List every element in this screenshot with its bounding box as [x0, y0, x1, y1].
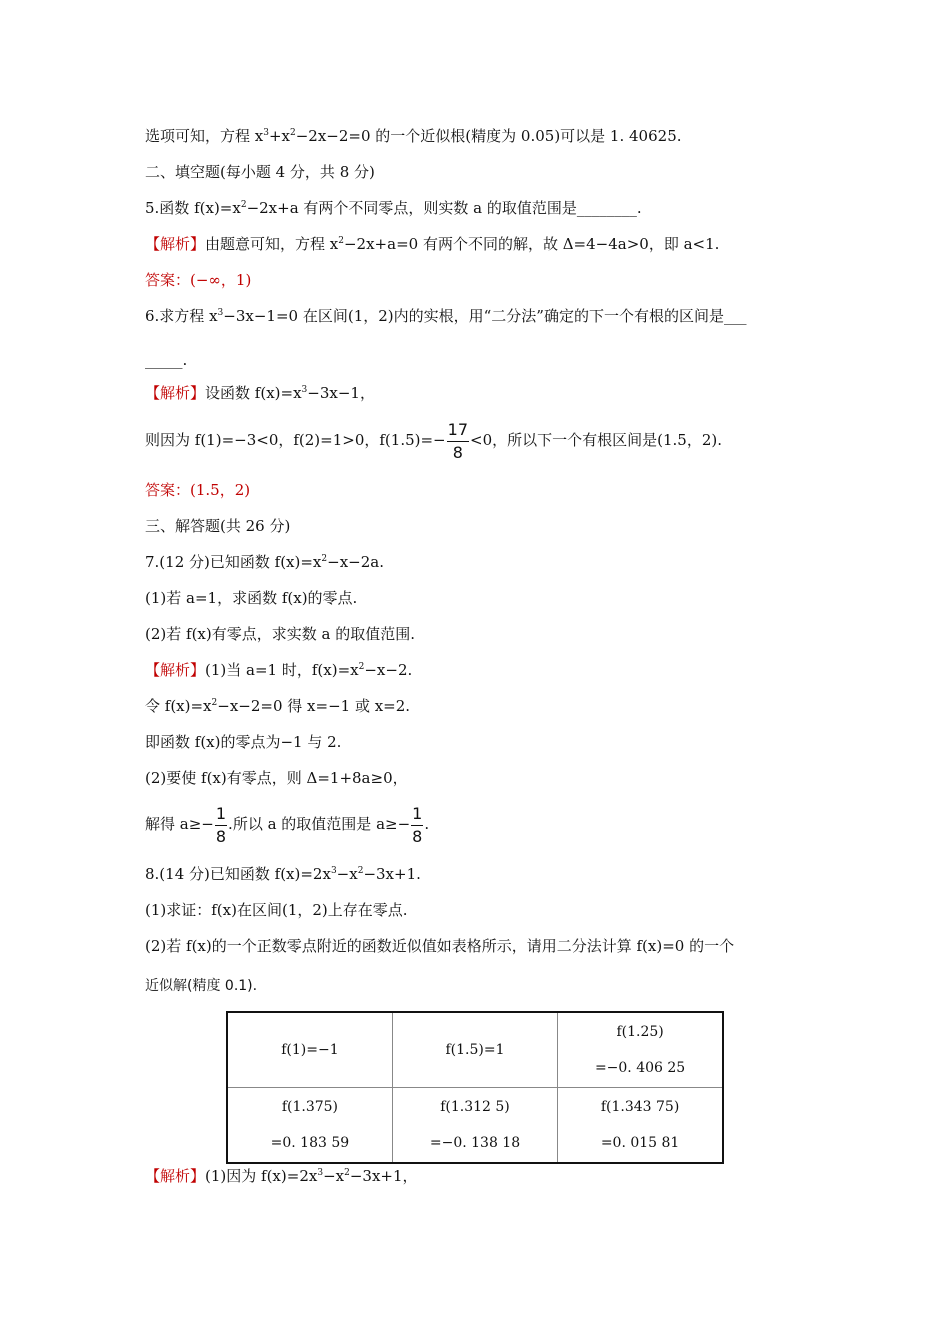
question-8-part-1: (1)求证：f(x)在区间(1，2)上存在零点. [145, 901, 408, 919]
table-cell: f(1.25) =−0. 406 25 [558, 1012, 723, 1088]
function-values-table [226, 1011, 724, 1164]
question-8-part-2-cont: 近似解(精度 0.1). [145, 978, 258, 994]
fraction-1-8: $\frac{1}{8}$ [412, 803, 423, 846]
question-7-solution-line-5: 解得 a≥− $\frac{1}{8}$ .所以 a 的取值范围是 a≥− $\frac{1}{8}$ . [145, 803, 430, 846]
solution-tag: 【解析】 [145, 384, 206, 402]
question-8-part-2: (2)若 f(x)的一个正数零点附近的函数近似值如表格所示，请用二分法计算 f(x)=0 的一个 [145, 937, 735, 955]
question-7-solution-line-4: (2)要使 f(x)有零点，则 Δ=1+8a≥0， [145, 769, 408, 787]
fraction-17-8: $\frac{17}{8}$ [447, 419, 468, 462]
solution-tag: 【解析】 [145, 235, 206, 253]
section-heading-solve: 三、解答题(共 26 分) [145, 517, 291, 535]
table-cell: f(1.375) =0. 183 59 [227, 1088, 392, 1164]
question-7-part-2: (2)若 f(x)有零点，求实数 a 的取值范围. [145, 625, 415, 643]
question-6-solution: 【解析】设函数 $f(x)=x^3-3x-1$， [145, 384, 375, 402]
question-7-solution-line-2: 令 $f(x)=x^2-x-2=0$ 得 x=−1 或 x=2. [145, 697, 411, 715]
question-5-solution: 【解析】由题意可知，方程 $x^2-2x+a=0$ 有两个不同的解，故 Δ=4−4a>0，即 a<1. [145, 235, 720, 253]
question-5-answer: 答案：(−∞，1) [145, 271, 252, 289]
question-7-solution-line-3: 即函数 f(x)的零点为−1 与 2. [145, 733, 342, 751]
section-heading-fill-in: 二、填空题(每小题 4 分，共 8 分) [145, 163, 375, 181]
question-7: 7.(12 分)已知函数 $f(x)=x^2-x-2a$. [145, 553, 384, 571]
table-cell: f(1.312 5) =−0. 138 18 [392, 1088, 557, 1164]
text-line-1: 选项可知，方程 $x^3+x^2-2x-2=0$ 的一个近似根(精度为 0.05)可以是 1. 40625. [145, 127, 682, 145]
table-cell: f(1.343 75) =0. 015 81 [558, 1088, 723, 1164]
question-6-solution-line-2: 则因为 f(1)=−3<0，f(2)=1>0，f(1.5)=− $\frac{17}{8}$ <0，所以下一个有根区间是(1.5，2). [145, 419, 722, 462]
table-row [227, 1088, 723, 1164]
fraction-1-8: $\frac{1}{8}$ [215, 803, 227, 846]
question-7-solution: 【解析】(1)当 a=1 时，$f(x)=x^2-x-2$. [145, 661, 413, 679]
solution-tag: 【解析】 [145, 661, 206, 679]
question-8-solution: 【解析】(1)因为 $f(x)=2x^3-x^2-3x+1$， [145, 1167, 418, 1185]
question-6-answer: 答案：(1.5，2) [145, 481, 251, 499]
table-cell: f(1.5)=1 [392, 1012, 557, 1088]
question-5: 5.函数 $f(x)=x^2-2x+a$ 有两个不同零点，则实数 a 的取值范围是________. [145, 199, 642, 217]
question-6-blank: _____. [145, 351, 188, 369]
solution-tag: 【解析】 [145, 1167, 206, 1185]
question-8: 8.(14 分)已知函数 $f(x)=2x^3-x^2-3x+1$. [145, 865, 421, 883]
question-7-part-1: (1)若 a=1，求函数 f(x)的零点. [145, 589, 358, 607]
table-cell: f(1)=−1 [227, 1012, 392, 1088]
question-6: 6.求方程 $x^3-3x-1=0$ 在区间(1，2)内的实根，用“二分法”确定的下一个有根的区间是___ [145, 307, 747, 325]
table-row [227, 1012, 723, 1088]
